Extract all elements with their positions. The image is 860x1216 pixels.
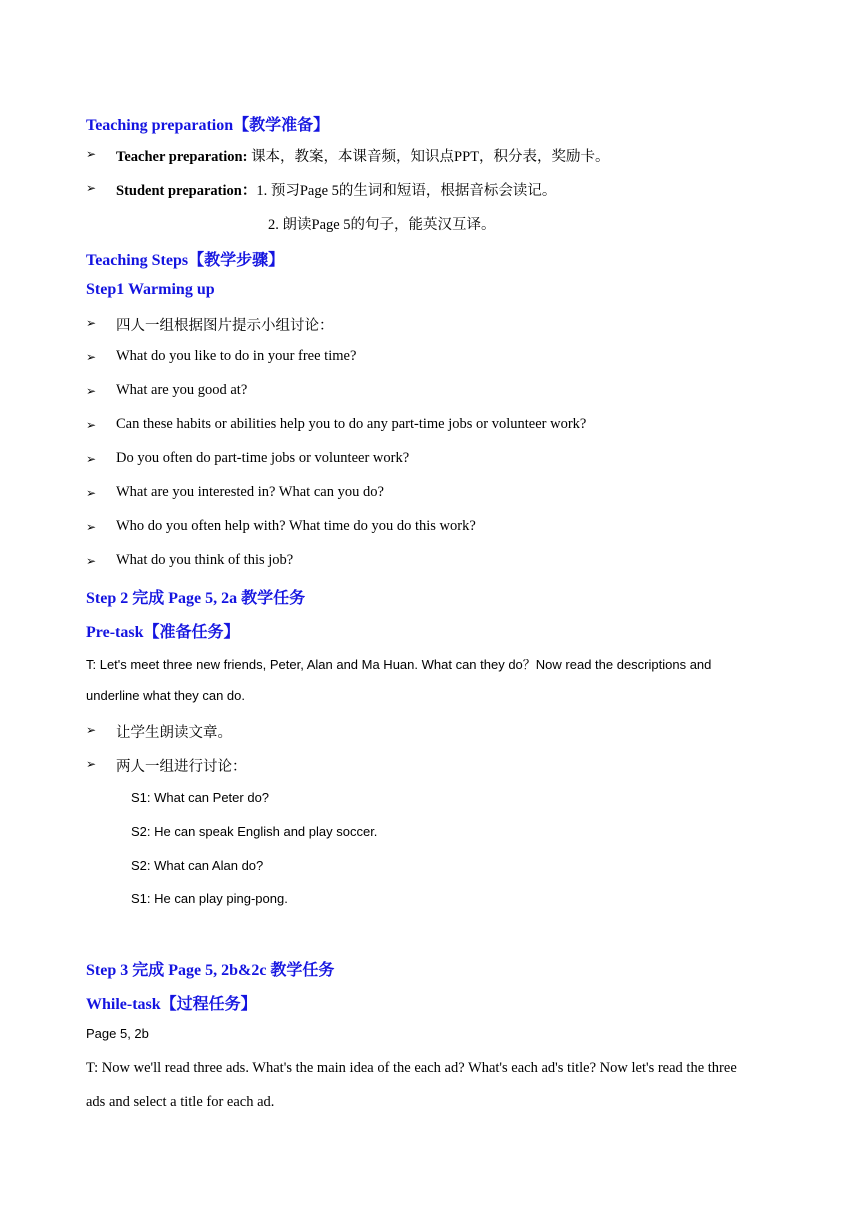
pretask-paragraph-line-1: T: Let's meet three new friends, Peter, Alan and Ma Huan. What can they do？Now read the descriptions and [86, 657, 712, 672]
bullet-arrow-icon: ➢ [86, 452, 97, 466]
list-item: What do you like to do in your free time? [116, 348, 357, 364]
bullet-arrow-icon: ➢ [86, 418, 97, 432]
list-item: What are you good at? [116, 382, 248, 398]
whiletask-paragraph-line-1: T: Now we'll read three ads. What's the main idea of the each ad? What's each ad's title? Now let's read the three [86, 1060, 737, 1076]
student-preparation-text-2: 2. 朗读Page 5的句子，能英汉互译。 [268, 217, 496, 233]
bullet-arrow-icon: ➢ [86, 350, 97, 364]
step2-heading: Step 2 完成 Page 5, 2a 教学任务 [86, 590, 306, 607]
whiletask-paragraph-line-2: ads and select a title for each ad. [86, 1094, 275, 1110]
dialog-line: S1: He can play ping-pong. [131, 891, 288, 906]
dialog-line: S2: He can speak English and play soccer. [131, 824, 378, 839]
teaching-steps-heading: Teaching Steps【教学步骤】 [86, 252, 285, 269]
list-item: Can these habits or abilities help you to do any part-time jobs or volunteer work? [116, 416, 587, 432]
page-reference: Page 5, 2b [86, 1026, 149, 1041]
list-item: Do you often do part-time jobs or volunteer work? [116, 450, 410, 466]
bullet-arrow-icon: ➢ [86, 147, 97, 161]
step3-heading: Step 3 完成 Page 5, 2b&2c 教学任务 [86, 962, 335, 979]
pretask-heading: Pre-task【准备任务】 [86, 624, 240, 641]
student-preparation-label: Student preparation： [116, 183, 257, 199]
pretask-paragraph-line-2: underline what they can do. [86, 688, 245, 703]
dialog-line: S2: What can Alan do? [131, 858, 264, 873]
bullet-arrow-icon: ➢ [86, 520, 97, 534]
teacher-preparation-text: 课本，教案，本课音频，知识点PPT，积分表，奖励卡。 [247, 149, 610, 165]
bullet-arrow-icon: ➢ [86, 181, 97, 195]
student-preparation-line [116, 179, 556, 200]
student-preparation-text-1: 1. 预习Page 5的生词和短语，根据音标会读记。 [256, 183, 557, 199]
bullet-arrow-icon: ➢ [86, 316, 97, 330]
list-item: What do you think of this job? [116, 552, 294, 568]
teaching-preparation-heading: Teaching preparation【教学准备】 [86, 117, 330, 134]
list-item: 四人一组根据图片提示小组讨论： [116, 318, 334, 334]
bullet-arrow-icon: ➢ [86, 486, 97, 500]
list-item: 两人一组进行讨论： [116, 759, 247, 775]
step1-heading: Step1 Warming up [86, 281, 215, 298]
bullet-arrow-icon: ➢ [86, 554, 97, 568]
bullet-arrow-icon: ➢ [86, 723, 97, 737]
dialog-line: S1: What can Peter do? [131, 790, 270, 805]
list-item: 让学生朗读文章。 [116, 725, 232, 741]
whiletask-heading: While-task【过程任务】 [86, 996, 257, 1013]
list-item: Who do you often help with? What time do you do this work? [116, 518, 476, 534]
list-item: What are you interested in? What can you do? [116, 484, 384, 500]
teacher-preparation-line [116, 145, 610, 166]
bullet-arrow-icon: ➢ [86, 757, 97, 771]
bullet-arrow-icon: ➢ [86, 384, 97, 398]
teacher-preparation-label: Teacher preparation: [116, 149, 248, 165]
